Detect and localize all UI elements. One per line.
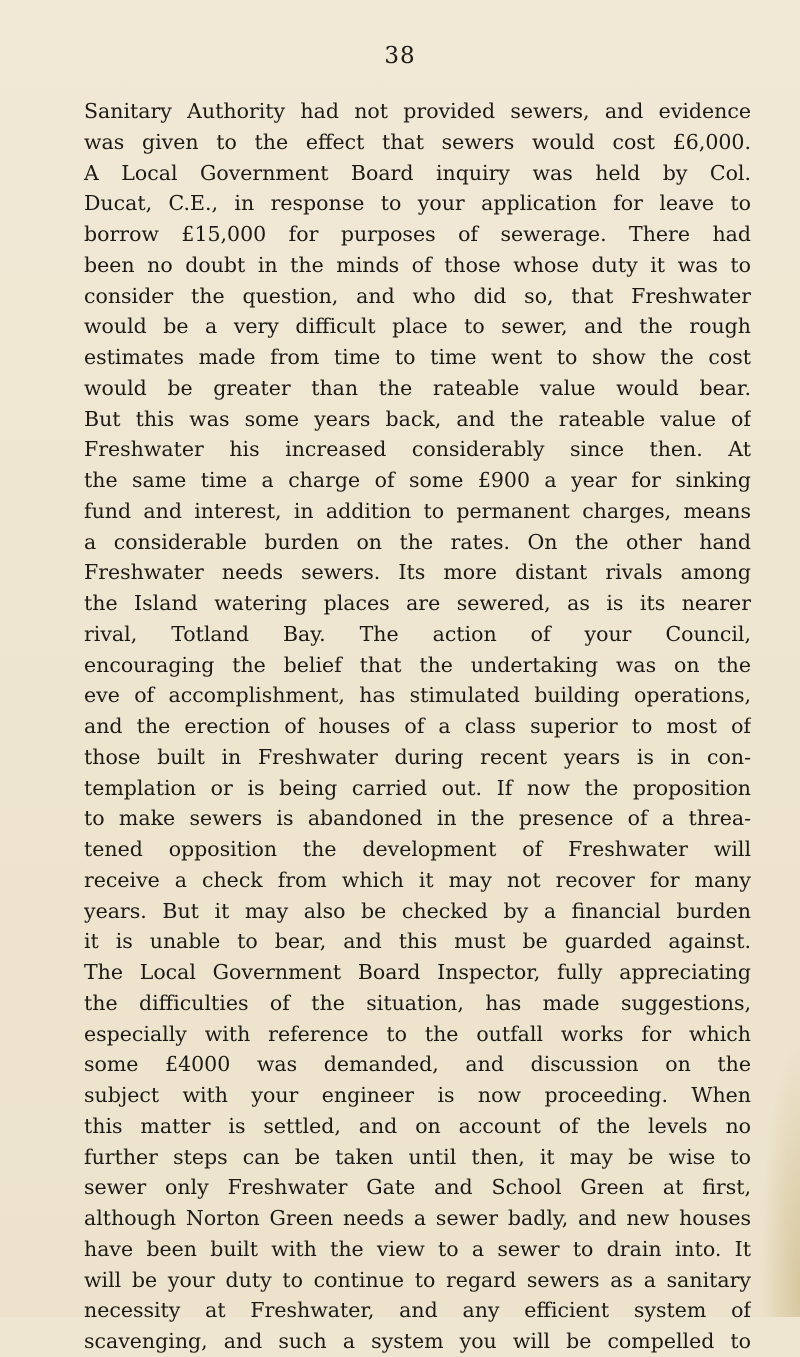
text-line: fund and interest, in addition to permanent charges, means [84, 498, 751, 523]
text-line: have been built with the view to a sewer to drain into. It [84, 1236, 751, 1261]
text-line: tened opposition the development of Freshwater will [84, 837, 751, 861]
text-line: Sanitary Authority had not provided sewers, and evidence [84, 99, 751, 123]
text-line: although Norton Green needs a sewer badly, and new houses [84, 1206, 751, 1230]
text-line: receive a check from which it may not recover for many [84, 867, 751, 892]
text-line: the same time a charge of some £900 a year for sinking [84, 468, 751, 492]
text-line: been no doubt in the minds of those whose duty it was to [84, 252, 751, 277]
text-line: estimates made from time to time went to show the cost [84, 345, 751, 369]
text-line: a considerable burden on the rates. On the other hand [84, 529, 751, 554]
text-line: A Local Government Board inquiry was held by Col. [84, 160, 751, 185]
text-line: necessity at Freshwater, and any efficient system of [84, 1298, 751, 1323]
text-line: the difficulties of the situation, has made suggestions, [84, 990, 751, 1015]
text-line: Ducat, C.E., in response to your application for leave to [84, 191, 751, 216]
text-line: But this was some years back, and the rateable value of [84, 406, 751, 431]
text-line: this matter is settled, and on account of the levels no [84, 1113, 751, 1138]
text-line: consider the question, and who did so, that Freshwater [84, 283, 751, 308]
text-line: some £4000 was demanded, and discussion on the [84, 1052, 751, 1077]
text-line: those built in Freshwater during recent years is in con- [84, 744, 751, 769]
text-line: borrow £15,000 for purposes of sewerage. There had [84, 222, 751, 246]
text-line: the Island watering places are sewered, as is its nearer [84, 591, 751, 615]
text-line: was given to the effect that sewers would cost £6,000. [84, 129, 751, 154]
text-line: would be greater than the rateable value would bear. [84, 375, 751, 400]
text-line: it is unable to bear, and this must be guarded against. [84, 929, 751, 954]
text-line: sewer only Freshwater Gate and School Green at first, [84, 1175, 751, 1200]
text-line: Freshwater needs sewers. Its more distant rivals among [84, 560, 751, 585]
text-line: rival, Totland Bay. The action of your Council, [84, 621, 751, 646]
text-line: eve of accomplishment, has stimulated building operations, [84, 683, 751, 708]
text-line: Freshwater his increased considerably since then. At [84, 437, 751, 462]
text-line: further steps can be taken until then, it may be wise to [84, 1144, 751, 1169]
text-line: to make sewers is abandoned in the presence of a threa- [84, 806, 751, 831]
text-line: years. But it may also be checked by a financial burden [84, 898, 751, 923]
text-line: and the erection of houses of a class superior to most of [84, 714, 751, 738]
page-edge-stain [760, 1037, 800, 1317]
text-line: especially with reference to the outfall works for which [84, 1021, 751, 1046]
text-line: The Local Government Board Inspector, fully appreciating [84, 960, 751, 984]
text-line: will be your duty to continue to regard sewers as a sanitary [84, 1267, 751, 1292]
text-line: encouraging the belief that the undertaking was on the [84, 652, 751, 677]
page-number: 38 [384, 43, 416, 69]
text-line: templation or is being carried out. If now the proposition [84, 775, 751, 800]
text-line: subject with your engineer is now proceeding. When [84, 1083, 751, 1107]
text-line: scavenging, and such a system you will be compelled to [84, 1329, 751, 1353]
body-paragraph [84, 96, 751, 1357]
text-line: would be a very difficult place to sewer, and the rough [84, 314, 751, 339]
